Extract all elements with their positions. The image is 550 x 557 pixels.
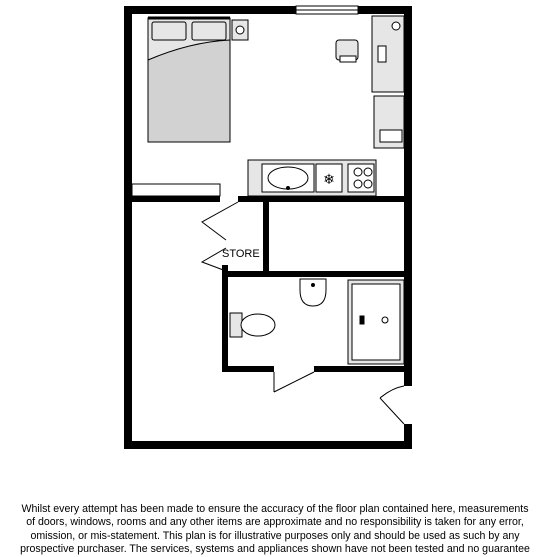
wall-bath-bottom: [222, 366, 274, 372]
wall-bottom: [124, 441, 412, 449]
disclaimer: [0, 503, 550, 557]
wall-top-left: [124, 6, 296, 14]
bedside-table: [232, 20, 248, 40]
bathroom-door[interactable]: [274, 372, 314, 392]
shower: [348, 280, 404, 364]
washbasin: [300, 279, 326, 306]
wall-right-upper: [404, 6, 412, 386]
wall-left: [124, 6, 132, 449]
shower-drain-icon: [382, 317, 388, 323]
wall-mid-horizontal-left: [132, 196, 220, 202]
wall-unit: [132, 184, 220, 196]
desk: [372, 16, 404, 92]
kitchen-counter: [248, 160, 376, 196]
snowflake-icon: ❄: [323, 172, 335, 188]
wall-bath-bottom-right: [314, 366, 404, 372]
wall-bath-top: [222, 271, 404, 277]
disclaimer-line: Whilst every attempt has been made to ensure the accuracy of the floor plan contained here, measurements: [21, 503, 529, 515]
wall-mid-horizontal-right: [238, 196, 404, 202]
store-label: STORE: [222, 248, 260, 260]
window-top: [296, 6, 358, 14]
desk-chair: [336, 40, 358, 62]
disclaimer-line: omission, or mis-statement. This plan is for illustrative purposes only and should be used as such by any: [30, 529, 520, 542]
wall-top-right: [358, 6, 412, 14]
bed: [148, 18, 230, 142]
entrance-door[interactable]: [380, 386, 404, 424]
wall-bath-left: [222, 271, 228, 371]
store-door[interactable]: [202, 202, 238, 271]
cabinet: [374, 96, 404, 148]
lamp-icon: [236, 26, 244, 34]
wall-store-right: [263, 202, 269, 271]
disclaimer-line: of doors, windows, rooms and any other items are approximate and no responsibility is taken for any error,: [26, 516, 524, 529]
toilet: [230, 313, 275, 337]
disclaimer-line: prospective purchaser. The services, systems and appliances shown have not been tested and no guarantee: [20, 543, 530, 556]
